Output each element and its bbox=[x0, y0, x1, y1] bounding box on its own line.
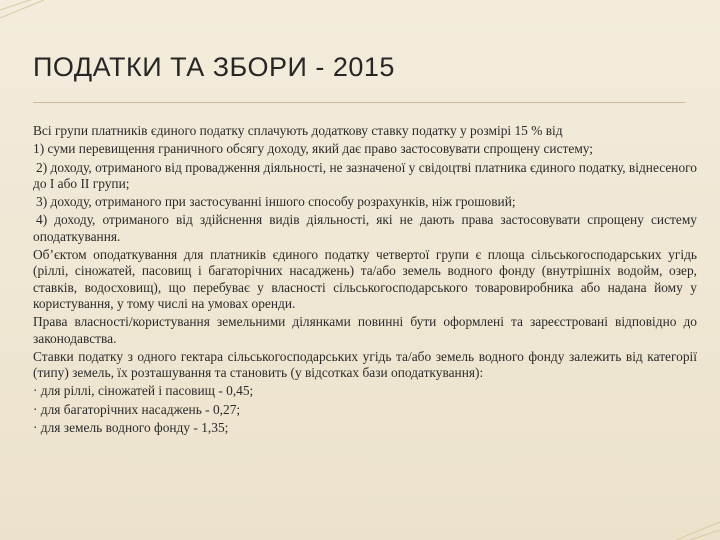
paragraph: Всі групи платників єдиного податку сплачують додаткову ставку податку у розмірі 15 % від bbox=[33, 123, 563, 138]
paragraph: 4) доходу, отриманого від здійснення видів діяльності, які не дають права застосовувати спрощену систему оподаткування. bbox=[33, 212, 697, 244]
decor-line-tl-1 bbox=[0, 0, 30, 10]
title-divider bbox=[33, 102, 685, 103]
list-item: · для багаторічних насаджень - 0,27; bbox=[33, 401, 241, 417]
paragraph: 1) суми перевищення граничного обсягу доходу, який дає право застосовувати спрощену систему; bbox=[33, 141, 594, 157]
paragraph: 3) доходу, отриманого при застосуванні іншого способу розрахунків, ніж грошовий; bbox=[36, 194, 516, 210]
slide-title: ПОДАТКИ ТА ЗБОРИ - 2015 bbox=[33, 52, 395, 82]
decor-line-br-2 bbox=[676, 522, 720, 540]
decor-line-tl-2 bbox=[0, 0, 44, 18]
slide-body bbox=[33, 123, 697, 438]
paragraph: Права власності/користування земельними ділянками повинні бути оформлені та зареєстровані відповідно до законодавства. bbox=[33, 314, 697, 346]
paragraph: 2) доходу, отриманого від провадження діяльності, не зазначеної у свідоцтві платника єдиного податку, віднесеного до І або ІІ групи; bbox=[33, 159, 697, 191]
list-item: · для ріллі, сіножатей і пасовищ - 0,45; bbox=[33, 383, 254, 399]
paragraph: Об’єктом оподаткування для платників єдиного податку четвертої групи є площа сільськогосподарських угідь (ріллі, сіножатей, пасовищ і багаторічних насаджень) та/або земель водного фонду (внутрішніх водойм, озер, ставків, водосховищ), що перебуває у власності сільськогосподарського товаровиробника або надана йому у користування, у тому числі на умовах оренди. bbox=[33, 247, 697, 311]
list-item: · для земель водного фонду - 1,35; bbox=[33, 420, 229, 436]
paragraph: Ставки податку з одного гектара сільськогосподарських угідь та/або земель водного фонду залежить від категорії (типу) земель, їх розташування та становить (у відсотках бази оподаткування): bbox=[33, 348, 697, 381]
decor-line-br-1 bbox=[690, 530, 720, 540]
